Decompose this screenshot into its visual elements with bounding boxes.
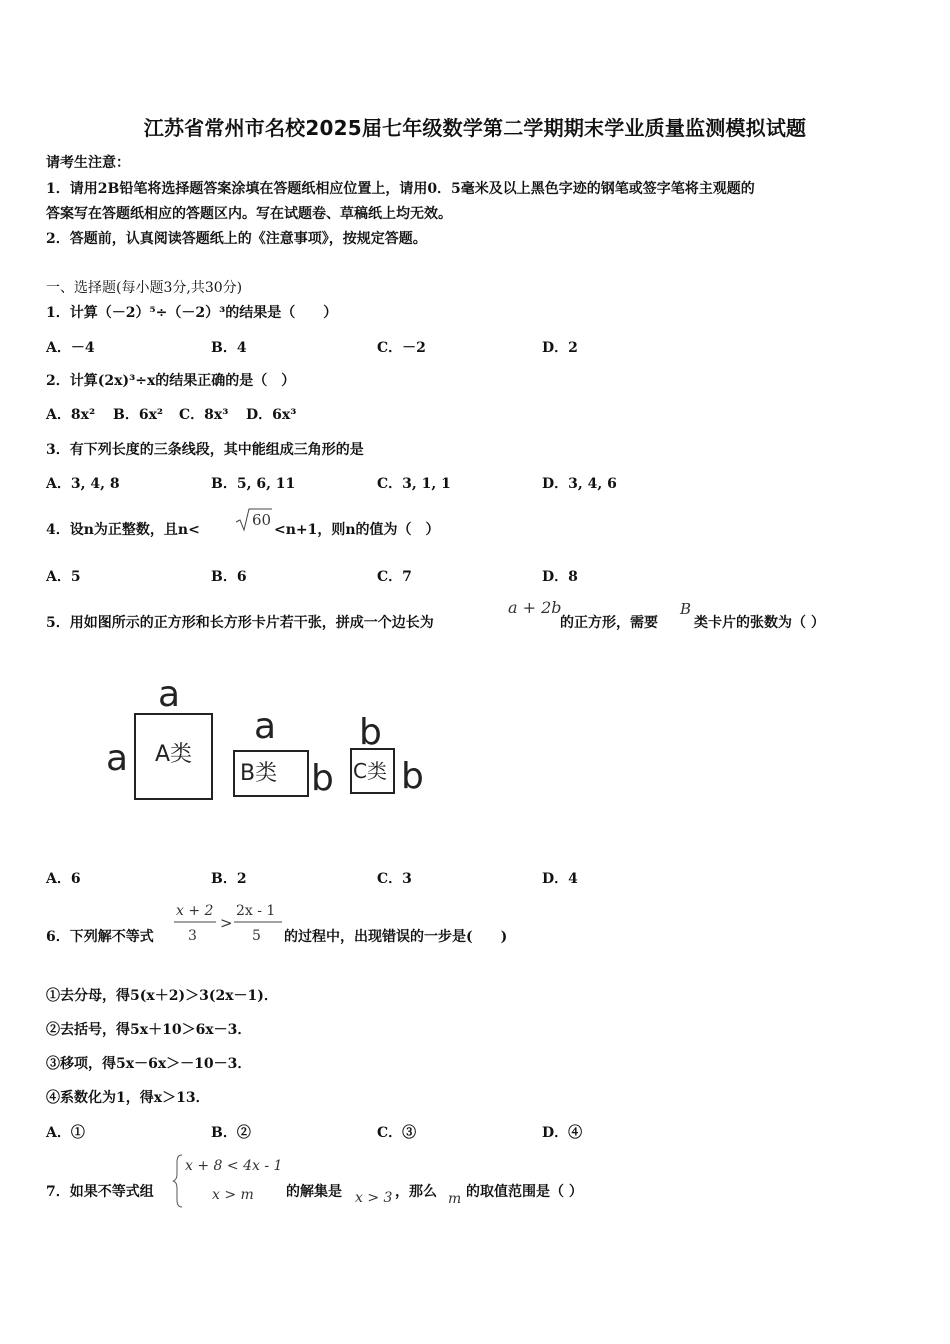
q3-option-b: B．5, 6, 11 xyxy=(211,476,296,492)
q2-option-d: D．6x³ xyxy=(246,407,297,423)
q6-step-3: ③移项，得5x－6x＞－10－3． xyxy=(46,1056,252,1072)
card-a-left-label: a xyxy=(106,738,129,779)
question-2-stem: 2．计算(2x)³÷x的结果正确的是（ ） xyxy=(46,373,296,389)
question-1-stem: 1．计算（－2）⁵÷（－2）³的结果是（ ） xyxy=(46,305,338,321)
svg-text:x > m: x > m xyxy=(212,1187,254,1203)
question-7-stem-mid2: ，那么 xyxy=(395,1184,437,1200)
svg-text:x + 8 < 4x - 1: x + 8 < 4x - 1 xyxy=(185,1158,283,1174)
q4-option-c: C．7 xyxy=(377,569,412,585)
q6-step-4: ④系数化为1，得x＞13． xyxy=(46,1090,210,1106)
card-b-top-label: a xyxy=(254,706,277,747)
notice-line-3: 2．答题前，认真阅读答题纸上的《注意事项》，按规定答题。 xyxy=(46,231,427,247)
card-b-name: B类 xyxy=(240,761,278,786)
q4-option-a: A．5 xyxy=(46,569,81,585)
q1-option-d: D．2 xyxy=(542,340,578,356)
card-a-top-label: a xyxy=(158,674,181,715)
q6-option-a: A．① xyxy=(46,1125,85,1141)
svg-text:>: > xyxy=(220,914,233,932)
q6-option-d: D．④ xyxy=(542,1125,583,1141)
svg-text:B: B xyxy=(680,600,692,618)
notice-heading: 请考生注意： xyxy=(46,155,130,171)
svg-text:x > 3: x > 3 xyxy=(355,1190,393,1206)
sqrt-60 xyxy=(234,506,274,532)
q3-option-a: A．3, 4, 8 xyxy=(46,476,120,492)
svg-text:a + 2b: a + 2b xyxy=(508,598,562,617)
q4-option-b: B．6 xyxy=(211,569,247,585)
q4-option-d: D．8 xyxy=(542,569,578,585)
question-7-stem-mid: 的解集是 xyxy=(286,1184,342,1200)
notice-line-1: 1．请用2B铅笔将选择题答案涂填在答题纸相应位置上，请用0．5毫米及以上黑色字迹的钢笔或签字笔将主观题的 xyxy=(46,181,755,197)
inequality-system xyxy=(172,1152,288,1210)
q3-option-c: C．3, 1, 1 xyxy=(377,476,451,492)
notice-line-2: 答案写在答题纸相应的答题区内。写在试题卷、草稿纸上均无效。 xyxy=(46,206,452,222)
q6-option-c: C．③ xyxy=(377,1125,417,1141)
card-c-right-label: b xyxy=(401,756,424,797)
expr-a-plus-2b xyxy=(506,596,560,620)
q1-option-b: B．4 xyxy=(211,340,247,356)
q6-step-1: ①去分母，得5(x＋2)＞3(2x－1)． xyxy=(46,988,278,1004)
question-6-stem-prefix: 6．下列解不等式 xyxy=(46,929,154,945)
q5-option-a: A．6 xyxy=(46,871,81,887)
question-6-stem-suffix: 的过程中，出现错误的一步是( ) xyxy=(284,929,508,945)
q2-option-b: B．6x² xyxy=(113,407,164,423)
q6-option-b: B．② xyxy=(211,1125,251,1141)
question-7-stem-suffix: 的取值范围是（ ） xyxy=(466,1184,583,1200)
sqrt-radicand: 60 xyxy=(252,511,272,529)
page-title: 江苏省常州市名校2025届七年级数学第二学期期末学业质量监测模拟试题 xyxy=(143,116,807,140)
question-5-stem-prefix: 5．用如图所示的正方形和长方形卡片若干张，拼成一个边长为 xyxy=(46,615,434,631)
q3-option-d: D．3, 4, 6 xyxy=(542,476,617,492)
var-m xyxy=(447,1187,465,1209)
svg-text:5: 5 xyxy=(252,928,261,944)
question-4-stem-suffix: <n+1，则n的值为（ ） xyxy=(274,522,440,538)
question-7-stem-prefix: 7．如果不等式组 xyxy=(46,1184,154,1200)
q2-option-c: C．8x³ xyxy=(179,407,229,423)
question-5-stem-mid: 的正方形，需要 xyxy=(560,615,658,631)
svg-text:2x - 1: 2x - 1 xyxy=(236,903,276,919)
section-heading: 一、选择题(每小题3分,共30分) xyxy=(46,280,243,296)
q5-option-c: C．3 xyxy=(377,871,412,887)
svg-text:x + 2: x + 2 xyxy=(176,903,214,919)
card-b-right-label: b xyxy=(311,758,334,799)
question-5-stem-suffix: 类卡片的张数为（ ） xyxy=(694,615,825,631)
card-c-name: C类 xyxy=(353,759,387,783)
card-c-top-label: b xyxy=(359,712,382,753)
question-4-stem-prefix: 4．设n为正整数，且n< xyxy=(46,522,200,538)
q5-option-b: B．2 xyxy=(211,871,247,887)
svg-text:m: m xyxy=(448,1191,462,1207)
card-a-name: A类 xyxy=(155,742,193,767)
solution-x-gt-3 xyxy=(353,1185,395,1209)
card-figure xyxy=(100,672,440,812)
q2-option-a: A．8x² xyxy=(46,407,96,423)
q1-option-a: A．－4 xyxy=(46,340,95,356)
q1-option-c: C．－2 xyxy=(377,340,426,356)
q6-step-2: ②去括号，得5x＋10＞6x－3． xyxy=(46,1022,252,1038)
question-3-stem: 3．有下列长度的三条线段，其中能组成三角形的是 xyxy=(46,442,364,458)
inequality-fractions xyxy=(172,898,284,948)
card-b-symbol xyxy=(678,598,694,620)
q5-option-d: D．4 xyxy=(542,871,578,887)
svg-text:3: 3 xyxy=(188,928,197,944)
